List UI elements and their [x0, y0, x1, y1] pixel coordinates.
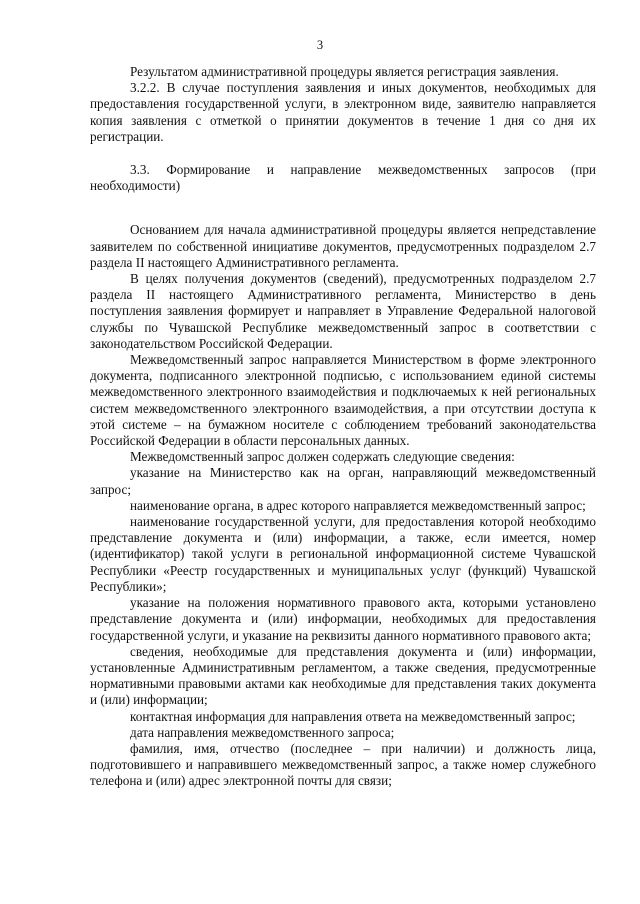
list-item-contact-info: контактная информация для направления ответа на межведомственный запрос;	[130, 708, 576, 724]
section-heading-3-3: 3.3. Формирование и направление межведомственных запросов (при необходимости)	[90, 162, 596, 194]
list-item-responsible-person: фамилия, имя, отчество (последнее – при наличии) и должность лица, подготовившего и направившего межведомственный запрос, а также номер служебного телефона и (или) адрес электронной почты для связи;	[90, 740, 596, 789]
document-body	[90, 64, 596, 790]
list-item-service-name: наименование государственной услуги, для предоставления которой необходимо представление документа и (или) информации, а также, если имеется, номер (идентификатор) такой услуги в региональной информационной системе Чувашской Республики «Реестр государственных и муниципальных услуг (функций) Чувашской Республики»;	[90, 514, 596, 594]
list-item-required-info: сведения, необходимые для представления документа и (или) информации, установленные Административным регламентом, а также сведения, предусмотренные нормативными правовыми актами как необходимые для представления таких документа и (или) информации;	[90, 643, 596, 708]
list-item-recipient-organ: наименование органа, в адрес которого направляется межведомственный запрос;	[130, 497, 586, 513]
paragraph-request-form: Межведомственный запрос направляется Министерством в форме электронного документа, подписанного электронной подписью, с использованием единой системы межведомственного электронного взаимодействия и подключаемых к ней региональных систем межведомственного электронного взаимодействия, а при отсутствии доступа к этой системе – на бумажном носителе с соблюдением требований законодательства Российской Федерации в области персональных данных.	[90, 352, 596, 449]
paragraph-procedure-basis: Основанием для начала административной процедуры является непредставление заявителем по собственной инициативе документов, предусмотренных подразделом 2.7 раздела II настоящего Административного регламента.	[90, 222, 596, 270]
list-item-request-date: дата направления межведомственного запроса;	[130, 724, 395, 740]
list-item-legal-act: указание на положения нормативного правового акта, которыми установлено представление документа и (или) информации, необходимых для предоставления государственной услуги, и указание на реквизиты данного нормативного правового акта;	[90, 595, 596, 643]
paragraph-registration-result: Результатом административной процедуры является регистрация заявления.	[130, 64, 559, 79]
paragraph-obtaining-documents: В целях получения документов (сведений), предусмотренных подразделом 2.7 раздела II настоящего Административного регламента, Министерство в день поступления заявления формирует и направляет в Управление Федеральной налоговой службы по Чувашской Республике межведомственный запрос в соответствии с законодательством Российской Федерации.	[90, 271, 596, 351]
page-number: 3	[316, 38, 324, 52]
paragraph-request-contents: Межведомственный запрос должен содержать следующие сведения:	[130, 449, 515, 465]
list-item-ministry: указание на Министерство как на орган, направляющий межведомственный запрос;	[90, 465, 596, 497]
paragraph-3-2-2: 3.2.2. В случае поступления заявления и иных документов, необходимых для предоставления государственной услуги, в электронном виде, заявителю направляется копия заявления с отметкой о принятии документов в течение 1 дня со дня их регистрации.	[90, 80, 596, 144]
